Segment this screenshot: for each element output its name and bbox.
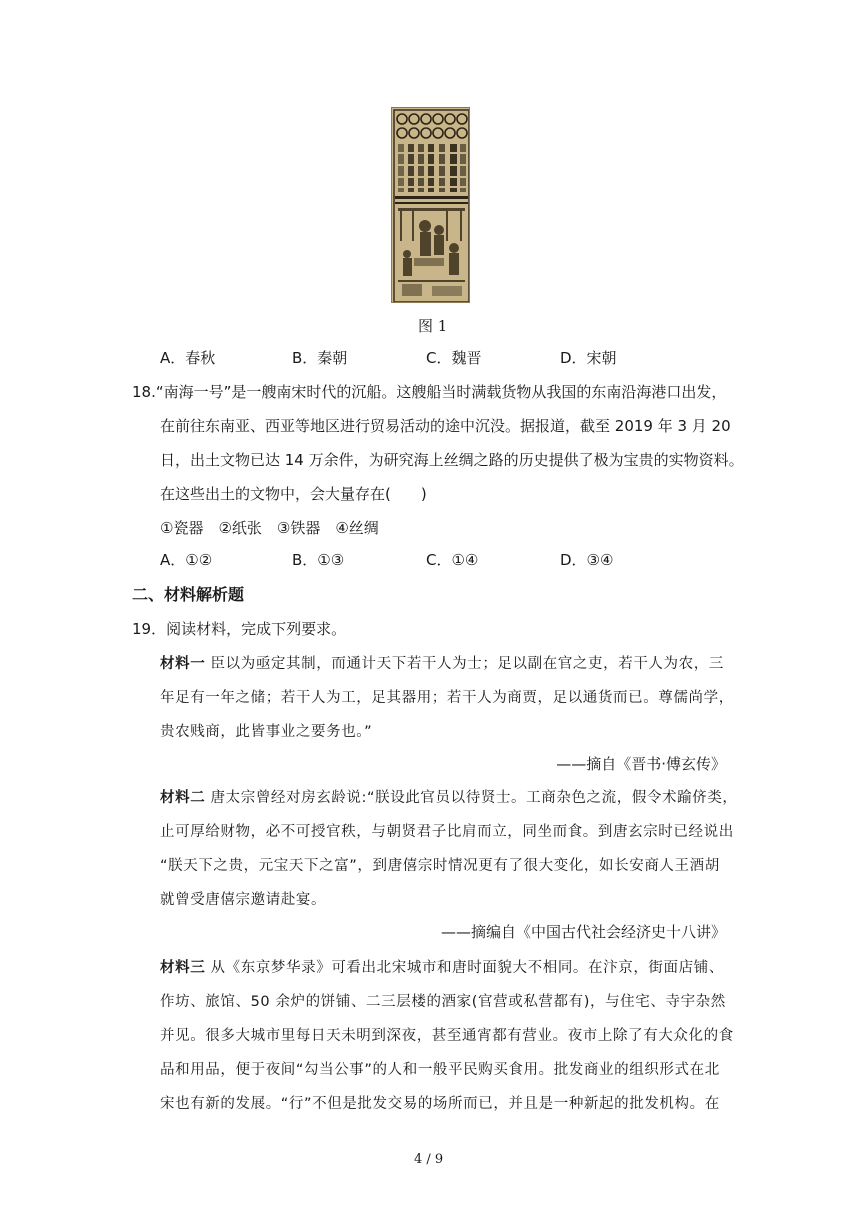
q18-option-a: A．①②	[160, 551, 213, 569]
material-1-label: 材料一	[160, 656, 206, 672]
q17-option-c: C．魏晋	[426, 349, 482, 367]
figure-caption: 图 1	[418, 317, 448, 335]
material-1-line-1	[160, 654, 724, 674]
q17-option-d: D．宋朝	[560, 349, 617, 367]
q18-option-c: C．①④	[426, 551, 479, 569]
banknote-figure-image	[391, 107, 470, 303]
material-1-source: ——摘自《晋书·傅玄传》	[556, 755, 726, 773]
q19-stem: 19．阅读材料，完成下列要求。	[132, 620, 347, 638]
material-2-label: 材料二	[160, 790, 206, 806]
material-2-source: ——摘编自《中国古代社会经济史十八讲》	[440, 923, 726, 941]
page-number: 4 / 9	[414, 1152, 444, 1167]
material-2-text-1: 唐太宗曾经对房玄龄说:“朕设此官员以待贤士。工商杂色之流，假令术踰侪类，	[210, 790, 738, 806]
q18-line-3: 日，出土文物已达 14 万余件，为研究海上丝绸之路的历史提供了极为宝贵的实物资料。	[160, 451, 744, 469]
material-2-line-1	[160, 788, 738, 808]
material-3-line-4: 品和用品，便于夜间“勾当公事”的人和一般平民购买食用。批发商业的组织形式在北	[160, 1062, 720, 1078]
material-1-line-3: 贵农贱商，此皆事业之要务也。”	[160, 724, 373, 740]
material-3-line-5: 宋也有新的发展。“行”不但是批发交易的场所而已，并且是一种新起的批发机构。在	[160, 1096, 720, 1112]
q18-line-1: 18.“南海一号”是一艘南宋时代的沉船。这艘船当时满载货物从我国的东南沿海港口出发，	[132, 383, 727, 401]
q18-line-4: 在这些出土的文物中，会大量存在( )	[160, 485, 427, 503]
q18-option-b: B．①③	[292, 551, 345, 569]
material-3-line-2: 作坊、旅馆、50 余炉的饼铺、二三层楼的酒家(官营或私营都有)，与住宅、寺宇杂然	[160, 994, 726, 1010]
material-3-line-3: 并见。很多大城市里每日天未明到深夜，甚至通宵都有营业。夜市上除了有大众化的食	[160, 1028, 734, 1044]
material-2-line-4: 就曾受唐僖宗邀请赴宴。	[160, 892, 327, 908]
section-heading: 二、材料解析题	[132, 585, 245, 604]
q17-option-a: A．春秋	[160, 349, 216, 367]
q17-option-b: B．秦朝	[292, 349, 348, 367]
q18-items: ①瓷器 ②纸张 ③铁器 ④丝绸	[160, 519, 379, 537]
material-2-line-3: “朕天下之贵，元宝天下之富”，到唐僖宗时情况更有了很大变化，如长安商人王酒胡	[160, 858, 720, 874]
material-2-line-2: 止可厚给财物，必不可授官秩，与朝贤君子比肩而立，同坐而食。到唐玄宗时已经说出	[160, 824, 734, 840]
material-1-line-2: 年足有一年之储；若干人为工，足其器用；若干人为商贾，足以通货而已。尊儒尚学，	[160, 690, 734, 706]
material-3-label: 材料三	[160, 960, 206, 976]
material-1-text-1: 臣以为亟定其制，而通计天下若干人为士；足以副在官之吏，若干人为农，三	[210, 656, 724, 672]
banknote-illustration	[392, 108, 470, 303]
q18-option-d: D．③④	[560, 551, 614, 569]
q18-line-2: 在前往东南亚、西亚等地区进行贸易活动的途中沉没。据报道，截至 2019 年 3 月 20	[160, 417, 731, 435]
material-3-text-1: 从《东京梦华录》可看出北宋城市和唐时面貌大不相同。在汴京，街面店铺、	[210, 960, 724, 976]
material-3-line-1	[160, 958, 724, 978]
